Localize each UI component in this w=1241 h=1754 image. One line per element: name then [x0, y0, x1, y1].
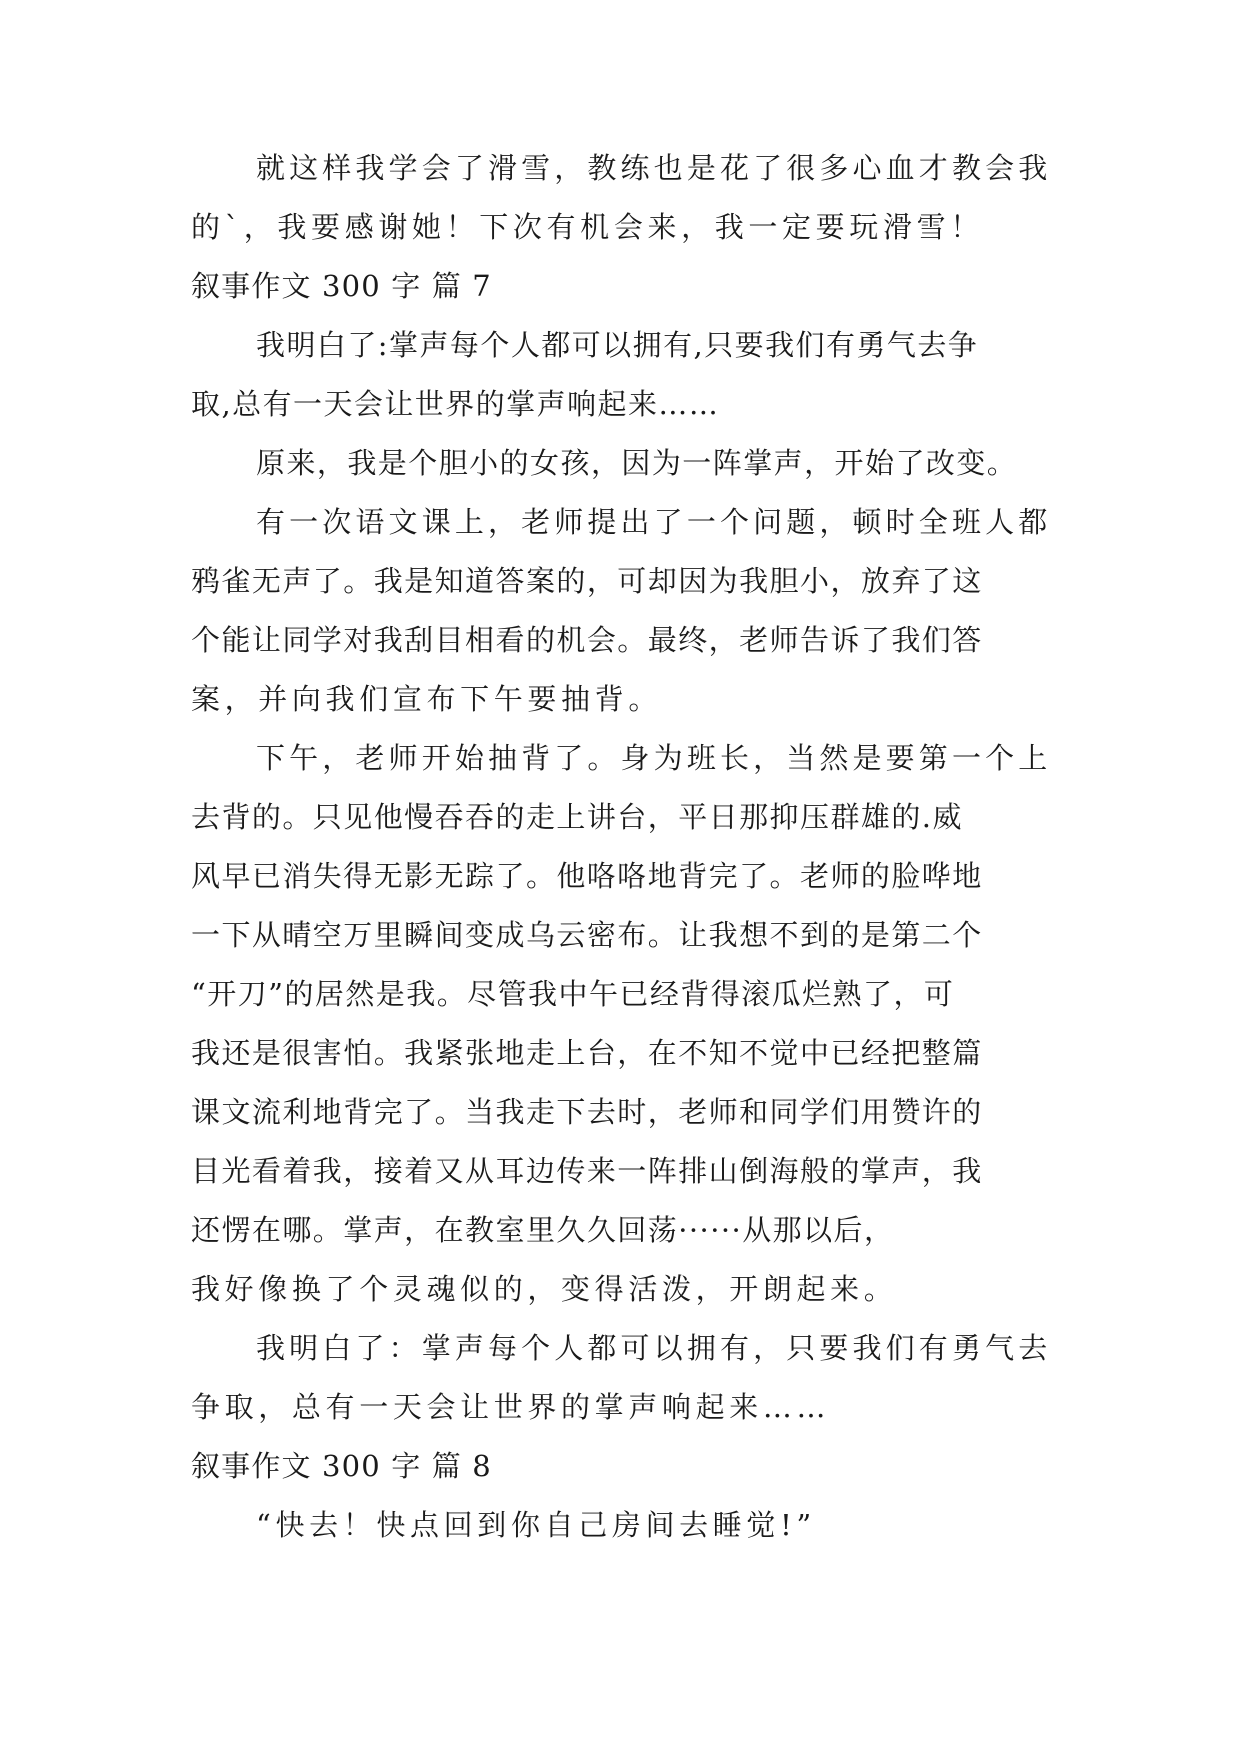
text-line: 一下从晴空万里瞬间变成乌云密布。让我想不到的是第二个	[191, 918, 983, 952]
text-line: 我明白了：掌声每个人都可以拥有，只要我们有勇气去	[256, 1331, 1052, 1365]
text-line: 原来，我是个胆小的女孩，因为一阵掌声，开始了改变。	[256, 446, 1018, 480]
text-line: “开刀”的居然是我。尽管我中午已经背得滚瓜烂熟了，可	[191, 977, 955, 1011]
text-line: 去背的。只见他慢吞吞的走上讲台，平日那抑压群雄的.威	[191, 800, 963, 834]
text-line: 取,总有一天会让世界的掌声响起来……	[191, 387, 720, 421]
text-line: 我明白了:掌声每个人都可以拥有,只要我们有勇气去争	[256, 328, 979, 362]
text-line: 我好像换了个灵魂似的，变得活泼，开朗起来。	[191, 1272, 898, 1306]
text-line: 案，并向我们宣布下午要抽背。	[191, 682, 662, 716]
text-line: 风早已消失得无影无踪了。他咯咯地背完了。老师的脸哗地	[191, 859, 983, 893]
text-line: 争取，总有一天会让世界的掌声响起来……	[191, 1390, 831, 1424]
section-heading: 叙事作文 300 字 篇 8	[191, 1449, 492, 1483]
text-line: 个能让同学对我刮目相看的机会。最终，老师告诉了我们答	[191, 623, 983, 657]
text-line: 我还是很害怕。我紧张地走上台，在不知不觉中已经把整篇	[191, 1036, 983, 1070]
text-line: 有一次语文课上，老师提出了一个问题，顿时全班人都	[256, 505, 1052, 539]
text-line: “快去！快点回到你自己房间去睡觉!”	[256, 1508, 816, 1542]
text-line: 还愣在哪。掌声，在教室里久久回荡······从那以后，	[191, 1213, 895, 1247]
text-line: 下午，老师开始抽背了。身为班长，当然是要第一个上	[256, 741, 1052, 775]
section-heading: 叙事作文 300 字 篇 7	[191, 269, 492, 303]
text-line: 的`，我要感谢她！下次有机会来，我一定要玩滑雪！	[191, 210, 984, 244]
text-line: 就这样我学会了滑雪，教练也是花了很多心血才教会我	[256, 151, 1052, 185]
text-line: 目光看着我，接着又从耳边传来一阵排山倒海般的掌声，我	[191, 1154, 983, 1188]
text-line: 鸦雀无声了。我是知道答案的，可却因为我胆小，放弃了这	[191, 564, 983, 598]
text-line: 课文流利地背完了。当我走下去时，老师和同学们用赞许的	[191, 1095, 983, 1129]
